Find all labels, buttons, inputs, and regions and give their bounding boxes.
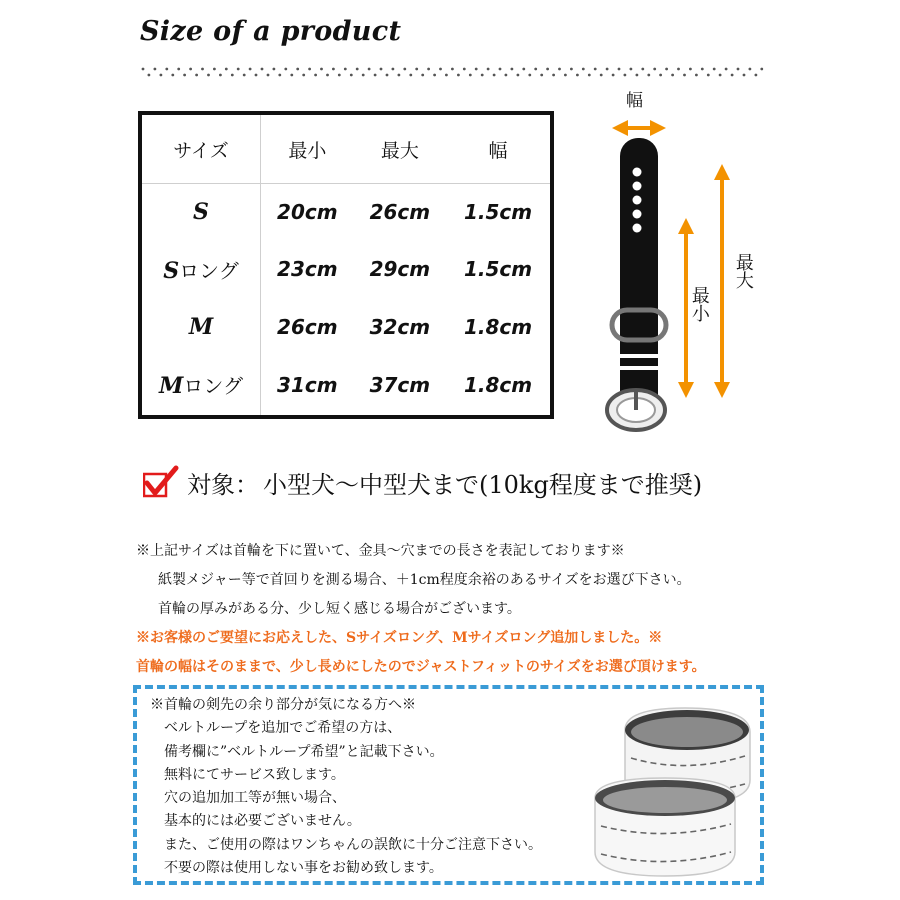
header-min: 最小 — [261, 115, 354, 184]
width-value: 1.8cm — [463, 372, 533, 397]
note-line: ※上記サイズは首輪を下に置いて、金具～穴までの長さを表記しております※ — [136, 543, 625, 559]
target-text: 小型犬～中型犬まで(10kg程度まで推奨) — [263, 470, 703, 499]
size-letter: S — [193, 198, 209, 225]
max-value: 26cm — [369, 199, 431, 224]
width-value: 1.5cm — [463, 199, 533, 224]
belt-loop-lower — [595, 778, 735, 876]
min-value: 20cm — [277, 199, 338, 224]
header-size: サイズ — [142, 115, 261, 184]
notice-line: 基本的には必要ございません。 — [164, 813, 361, 830]
table-header-row — [142, 115, 550, 184]
size-suffix: ロング — [179, 258, 239, 283]
target-label: 対象： — [187, 470, 259, 499]
table-row — [142, 354, 550, 415]
notice-line: また、ご使用の際はワンちゃんの誤飲に十分ご注意下さい。 — [164, 836, 542, 853]
max-value: 32cm — [369, 315, 431, 339]
collar-icon — [607, 138, 666, 430]
notice-line: 穴の追加加工等が無い場合、 — [164, 790, 346, 807]
size-letter: S — [163, 257, 180, 284]
width-value: 1.5cm — [463, 257, 533, 282]
check-icon — [143, 465, 179, 499]
width-value: 1.8cm — [463, 315, 533, 339]
header-max: 最大 — [354, 115, 446, 184]
size-label — [142, 184, 261, 240]
table-row — [142, 184, 550, 240]
note-line-highlight: ※お客様のご要望にお応えした、Sサイズロング、Mサイズロング追加しました。※ — [136, 630, 663, 646]
table-row — [142, 300, 550, 354]
notice-line: ※首輪の剣先の余り部分が気になる方へ※ — [150, 697, 416, 713]
note-line: 首輪の厚みがある分、少し短く感じる場合がございます。 — [158, 601, 521, 617]
diagram-min-label: 最小 — [688, 286, 710, 322]
dotted-divider — [140, 66, 765, 78]
max-value: 29cm — [369, 257, 431, 282]
note-line: 紙製メジャー等で首回りを測る場合、＋1cm程度余裕のあるサイズをお選び下さい。 — [158, 572, 691, 588]
note-line-highlight: 首輪の幅はそのままで、少し長めにしたのでジャストフィットのサイズをお選び頂けます。 — [136, 659, 706, 675]
diagram-width-label: 幅 — [626, 91, 643, 111]
notice-line: 無料にてサービス致します。 — [164, 766, 345, 783]
notice-line: 不要の際は使用しない事をお勧め致します。 — [164, 860, 443, 877]
size-letter: M — [188, 314, 214, 340]
min-value: 26cm — [277, 315, 338, 339]
min-value: 31cm — [277, 372, 338, 397]
size-suffix: ロング — [183, 374, 243, 399]
size-table — [138, 111, 554, 419]
notice-line: 備考欄に”ベルトループ希望”と記載下さい。 — [164, 743, 444, 760]
max-value: 37cm — [369, 372, 431, 397]
size-label — [142, 354, 261, 415]
notes-block — [136, 537, 706, 682]
table-row — [142, 239, 550, 300]
belt-loop-notice-text — [150, 694, 542, 880]
min-value: 23cm — [277, 257, 338, 282]
target-line — [143, 462, 702, 502]
page-title: Size of a product — [140, 16, 402, 47]
diagram-max-label: 最大 — [732, 253, 754, 289]
size-label — [142, 239, 261, 300]
notice-line: ベルトループを追加でご希望の方は、 — [164, 720, 402, 737]
size-letter: M — [159, 373, 184, 400]
header-width: 幅 — [446, 115, 550, 184]
size-label — [142, 300, 261, 354]
belt-loop-photo — [585, 700, 755, 880]
